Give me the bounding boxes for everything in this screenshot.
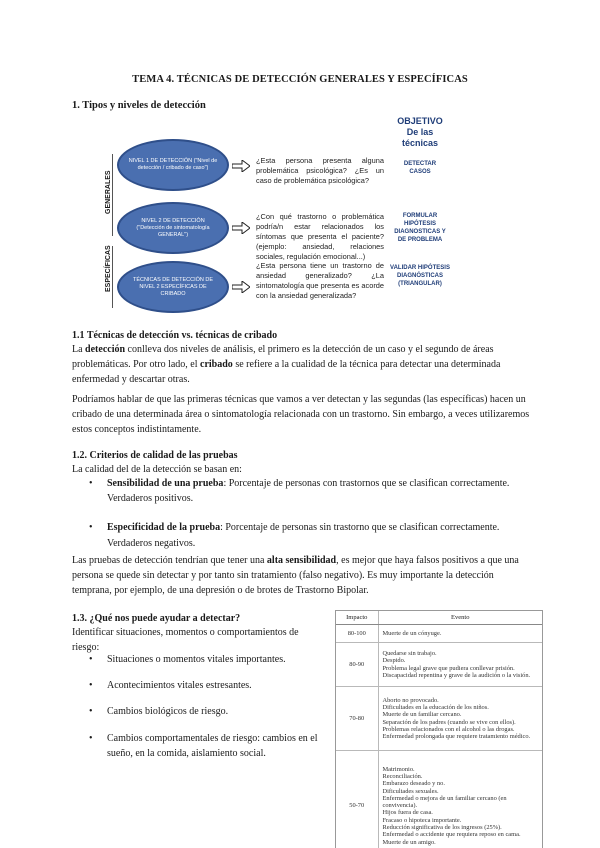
objective-row-1: DETECTAR CASOS [403, 161, 437, 175]
objective-row-3: VALIDAR HIPÓTESIS DIAGNÓSTICAS (TRIANGULAR) [390, 265, 450, 287]
event-item: Problema legal grave que pudiera conllevar prisión. [382, 664, 515, 672]
list-item: • Cambios biológicos de riesgo. [72, 704, 330, 719]
list-item: • Situaciones o momentos vitales importantes. [72, 652, 330, 667]
event-item: Muerte de un familiar cercano. [382, 711, 462, 719]
section-heading-1-3: 1.3. ¿Qué nos puede ayudar a detectar? [72, 613, 241, 624]
p1-a: La [72, 344, 86, 355]
event-item: Fracaso o hipoteca importante. [382, 816, 462, 824]
event-item: Enfermedad o accidente que requiera reposo en cama. [382, 831, 521, 839]
quality-intro: La calidad del de la detección se basan en: [72, 464, 242, 475]
events-cell [378, 687, 542, 751]
oval-level-1: NIVEL 1 DE DETECCIÓN ("Nivel de detección / cribado de caso") [117, 139, 229, 191]
event-item: Reconciliación. [382, 772, 423, 780]
question-row-3: ¿Esta persona tiene un trastorno de ansiedad generalizado? ¿La sintomatología que presenta es acorde con la ansiedad generalizada? [256, 261, 384, 300]
event-item: Hijos fuera de casa. [382, 809, 433, 817]
term-high-sensitivity: alta sensibilidad [266, 555, 337, 566]
table-row [336, 751, 542, 848]
bracket-general [112, 154, 113, 236]
table-row [336, 687, 542, 751]
sensitivity-text: : Porcentaje de personas con trastornos que se clasifican correctamente. Verdaderos positivos. [107, 478, 510, 505]
objective-title-line-3: técnicas [401, 138, 439, 148]
arrow-row-3 [232, 281, 250, 293]
question-row-2: ¿Con qué trastorno o problemática podría/n estar relacionados los síntomas que presenta el paciente? (ejemplo: ansiedad, relaciones sociales, regulación emocional...) [256, 212, 384, 261]
list-item [72, 476, 530, 506]
table-row [336, 625, 542, 643]
event-item: Enfermedad o mejora de un familiar cercano (en convivencia). [382, 794, 507, 810]
event-item: Matrimonio. [382, 765, 415, 773]
event-item: Problemas relacionados con el alcohol o las drogas. [382, 725, 515, 733]
event-item: Dificultades en la educación de los niños. [382, 703, 489, 711]
impact-cell: 50-70 [336, 751, 378, 848]
risk-intro: Identificar situaciones, momentos o comportamientos de riesgo: [72, 627, 299, 654]
section-heading-1: 1. Tipos y niveles de detección [72, 100, 206, 111]
objective-title-line-2: De las [406, 127, 434, 137]
label-specific: ESPECÍFICAS [105, 245, 112, 292]
event-item: Discapacidad repentina y grave de la audición o la visión. [382, 671, 531, 679]
table-row [336, 643, 542, 687]
bracket-specific [112, 246, 113, 308]
question-row-1: ¿Esta persona presenta alguna problemática psicológica? ¿Es un caso de problemática psicológica? [256, 156, 384, 185]
arrow-row-2 [232, 222, 250, 234]
events-cell [378, 625, 542, 643]
events-cell [378, 751, 542, 848]
event-item: Despido. [382, 657, 406, 665]
p1-c: conlleva dos niveles de análisis, el primero es la detección de un caso y el segundo de áreas problemáticas. Por otro lado, el [72, 344, 494, 371]
risk-list [72, 652, 330, 761]
quality-list [72, 476, 530, 551]
impact-cell: 80-100 [336, 625, 378, 643]
risk-table-body [336, 625, 542, 848]
risk-table [335, 610, 543, 848]
p-a: Las pruebas de detección tendrían que tener una [72, 555, 267, 566]
event-item: Embarazo deseado y no. [382, 780, 445, 788]
p-c: , es mejor que haya falsos positivos a que una persona se quede sin detectar y por tanto sin tratamiento (falso negativo). Es muy importante la detección temprana, por ejemplo, de una depresión o de brotes de Trastorno Bipolar. [72, 555, 519, 597]
oval-level-2-specific: TÉCNICAS DE DETECCIÓN DE NIVEL 2 ESPECÍFICAS DE CRIBADO [117, 261, 229, 313]
label-general: GENERALES [105, 170, 112, 214]
oval-level-2: NIVEL 2 DE DETECCIÓN ("Detección de sintomatología GENERAL") [117, 202, 229, 254]
specificity-text: : Porcentaje de personas sin trastorno que se clasifican correctamente. Verdaderos negativos. [107, 522, 500, 549]
list-item: • Cambios comportamentales de riesgo: cambios en el sueño, en la comida, aislamiento social. [72, 731, 330, 761]
section-heading-1-2: 1.2. Criterios de calidad de las pruebas [72, 450, 238, 461]
term-cribado: cribado [200, 359, 233, 371]
table-header-impact: Impacto [336, 611, 378, 625]
event-item: Enfermedad prolongada que requiere tratamiento médico. [382, 733, 531, 741]
event-item: Reducción significativa de los ingresos (25%). [382, 823, 502, 831]
list-item [72, 520, 530, 550]
list-item: • Acontecimientos vitales estresantes. [72, 678, 330, 693]
arrow-row-1 [232, 160, 250, 172]
objective-title-line-1: OBJETIVO [397, 116, 443, 126]
paragraph-detection [72, 342, 530, 388]
event-item: Separación de los padres (cuando se vive con ellos). [382, 718, 516, 726]
event-item: Quedarse sin trabajo. [382, 649, 437, 657]
event-item: Muerte de un amigo. [382, 838, 436, 846]
term-detection: detección [85, 344, 126, 355]
event-item: Muerte de un cónyuge. [382, 629, 442, 637]
objective-title [390, 116, 450, 149]
paragraph-techniques: Podríamos hablar de que las primeras técnicas que vamos a ver detectan y las segundas (las específicas) hacen un cribado de una determinada área o sintomatología relacionada con un trastorno. Sin embargo, a veces utilizaremos estos conceptos indistintamente. [72, 394, 530, 436]
event-item: Dificultades sexuales. [382, 787, 439, 795]
detection-diagram [72, 116, 462, 316]
table-header-event: Evento [378, 611, 542, 625]
impact-cell: 80-90 [336, 643, 378, 687]
paragraph-sensitivity [72, 553, 530, 599]
p1-e: se refiere a la cualidad de la técnica para detectar una determinada enfermedad y descartar otras. [72, 359, 501, 386]
events-cell [378, 643, 542, 687]
section-heading-1-1: 1.1 Técnicas de detección vs. técnicas de cribado [72, 330, 278, 341]
event-item: Aborto no provocado. [382, 696, 439, 704]
term-sensitivity: Sensibilidad de una prueba [107, 478, 224, 489]
term-specificity: Especificidad de la prueba [107, 522, 221, 534]
page-title: TEMA 4. TÉCNICAS DE DETECCIÓN GENERALES Y ESPECÍFICAS [132, 74, 468, 85]
impact-cell: 70-80 [336, 687, 378, 751]
objective-row-2: FORMULAR HIPÓTESIS DIAGNOSTICAS Y DE PROBLEMA [394, 213, 446, 243]
